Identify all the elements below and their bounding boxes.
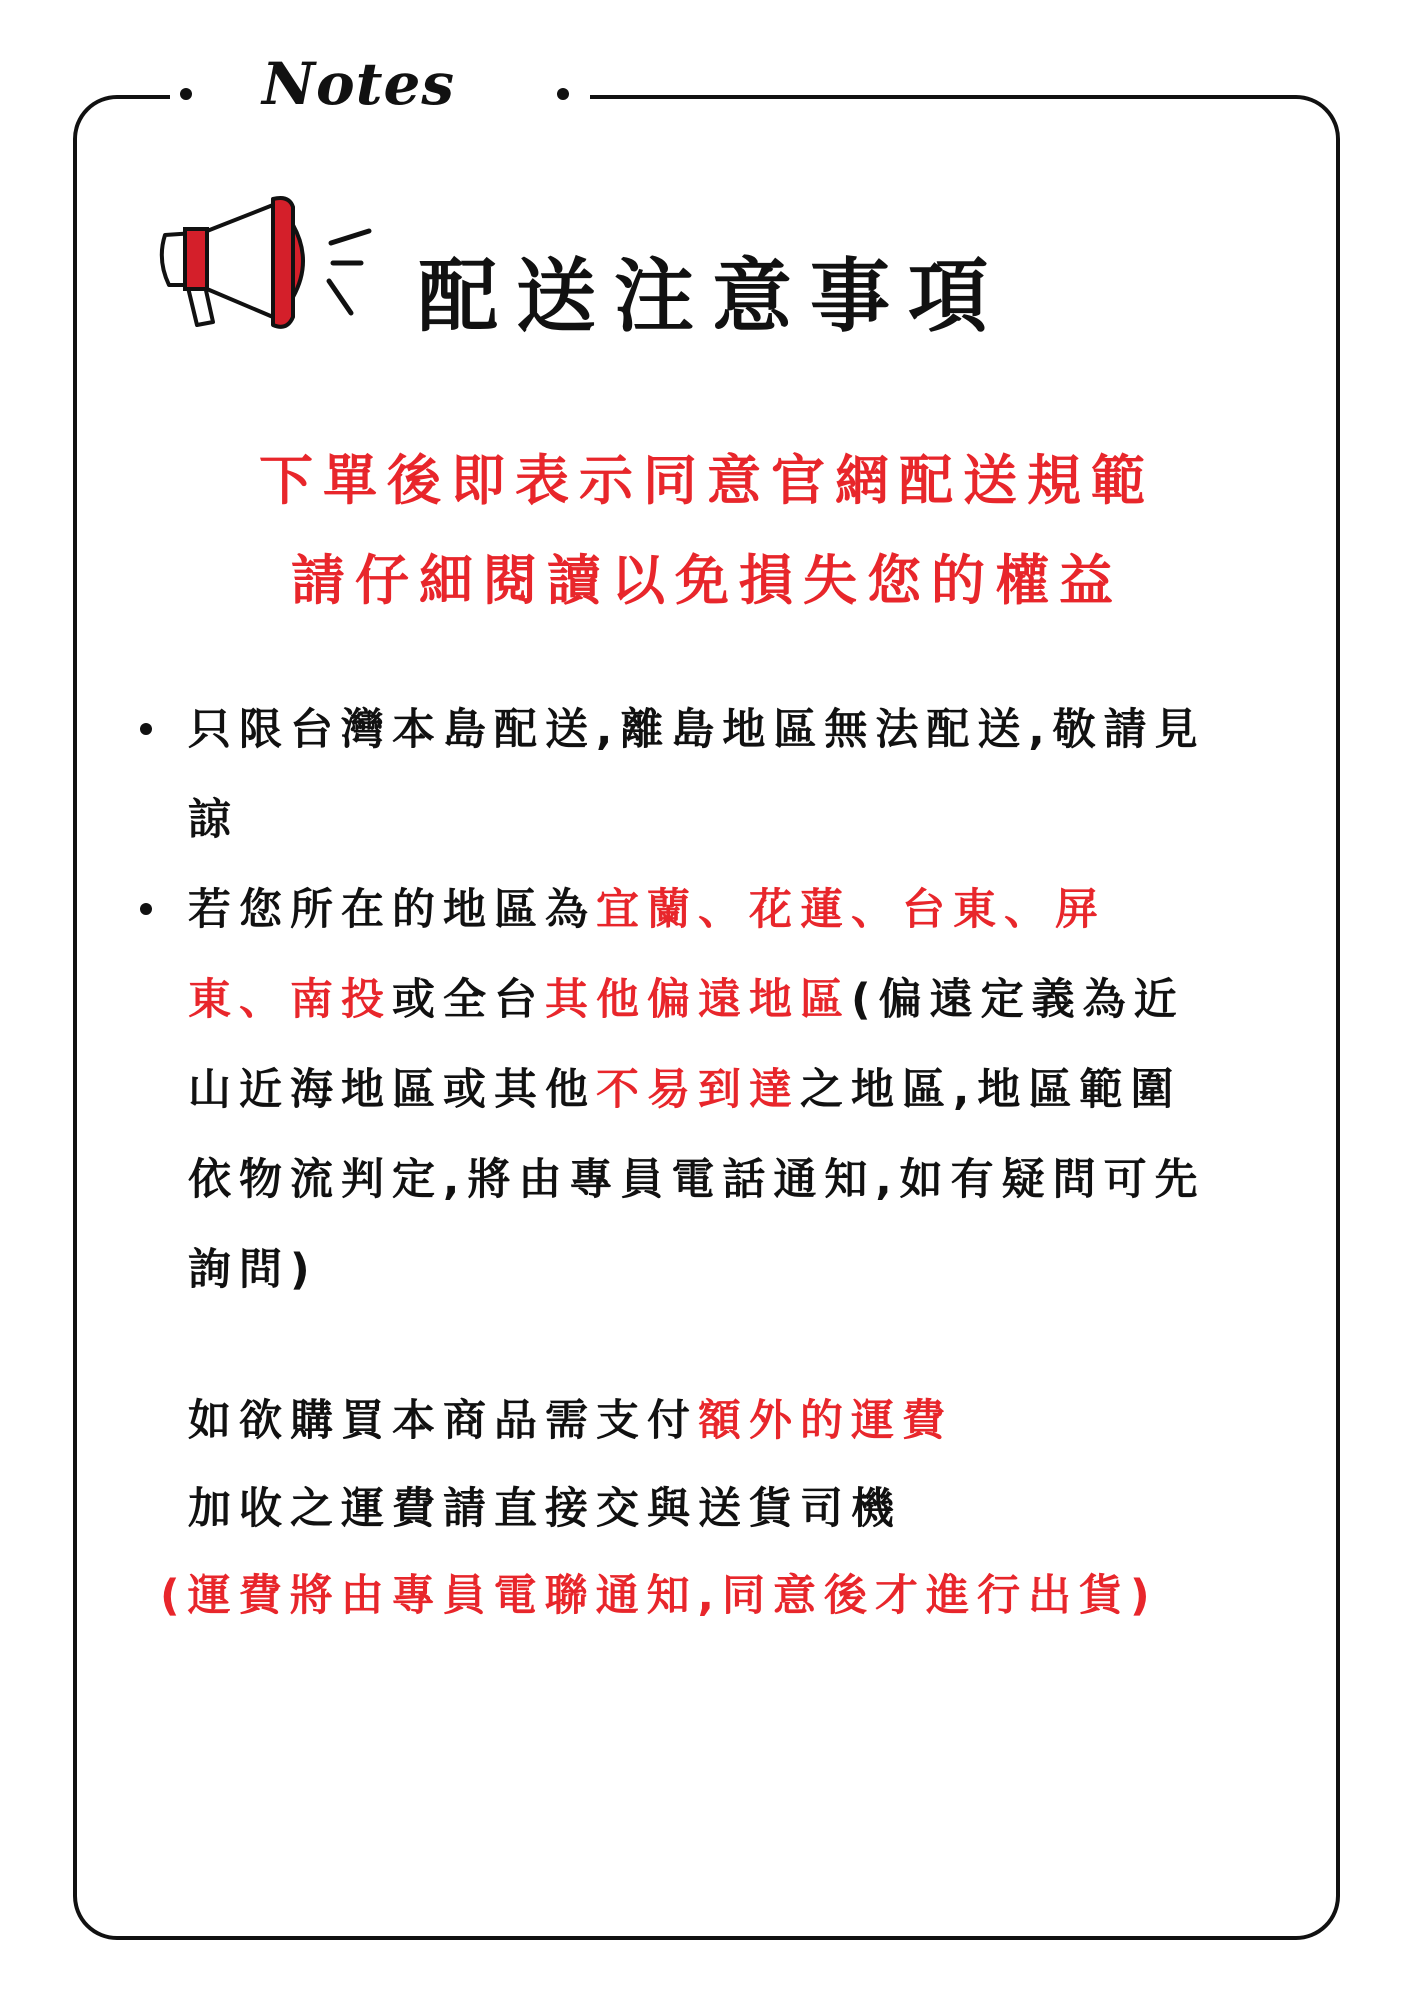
notes-label: Notes [262,50,456,118]
bullet-text-line [188,1045,1310,1135]
notice-line-1: 下單後即表示同意官網配送規範 [259,449,1155,512]
bullet-text: 只限台灣本島配送,離島地區無法配送,敬請見 [188,705,1206,755]
text-segment: 或全台 [392,975,545,1025]
highlight-region: 花蓮 [749,885,851,935]
notice-line-2: 請仔細閱讀以免損失您的權益 [291,549,1123,612]
highlight-region: 其他偏遠地區 [545,975,851,1025]
highlight-region: 屏 [1055,885,1106,935]
highlight-region: 台東 [902,885,1004,935]
bullet-item-islands [140,685,1310,865]
separator: 、 [1004,885,1055,935]
separator: 、 [851,885,902,935]
highlight-region: 宜蘭 [596,885,698,935]
text-segment: 如欲購買本商品需支付 [188,1396,698,1446]
highlight-region: 東 [188,975,239,1025]
text-segment: 山近海地區或其他 [188,1065,596,1115]
page-title: 配送注意事項 [418,250,1006,343]
text-segment: (偏遠定義為近 [851,975,1185,1025]
bullet-text: 諒 [188,795,239,845]
bullet-text-line [188,865,1310,955]
extra-fee-line-1 [188,1387,953,1448]
bullet-item-remote-areas [140,865,1310,1315]
extra-fee-line-2: 加收之運費請直接交與送貨司機 [188,1484,902,1534]
separator: 、 [698,885,749,935]
bullet-list [140,685,1310,1315]
highlight-text: 額外的運費 [698,1396,953,1446]
bullet-text-line: 詢問) [188,1245,318,1295]
bullet-text-line: 依物流判定,將由專員電話通知,如有疑問可先 [188,1155,1206,1205]
frame-dot-right [557,88,569,100]
text-segment: 若您所在的地區為 [188,885,596,935]
extra-fee-line-3: (運費將由專員電聯通知,同意後才進行出貨) [160,1571,1158,1621]
bullet-dot [140,723,152,735]
bullet-dot [140,903,152,915]
highlight-text: 不易到達 [596,1065,800,1115]
megaphone-icon [155,185,385,345]
bullet-text-line [188,955,1310,1045]
highlight-region: 南投 [290,975,392,1025]
frame-dot-left [180,88,192,100]
text-segment: 之地區,地區範圍 [800,1065,1182,1115]
separator: 、 [239,975,290,1025]
